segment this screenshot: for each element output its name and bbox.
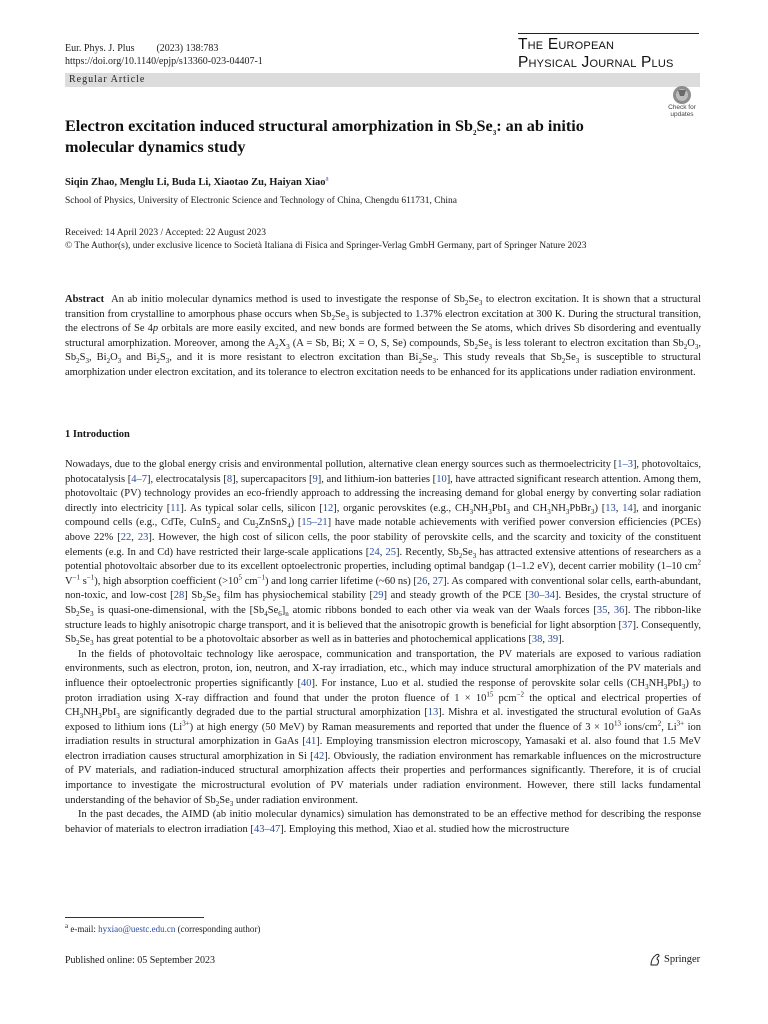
- paper-title: Electron excitation induced structural amorphization in $Sb_2Se_3$: an ab initio molecular dynamics study: [65, 117, 584, 156]
- publisher-name: Springer: [664, 954, 701, 965]
- journal-name-line2: Physical Journal Plus: [518, 54, 674, 71]
- corresponding-mark[interactable]: a: [325, 174, 329, 183]
- abstract: [65, 293, 701, 381]
- abstract-text: An ab initio molecular dynamics method is used to investigate the response of $Sb_2Se_3$ to electron excitation. It is shown that a structural transition from crystalline to amorphous phase occurs when $Sb_2Se_3$ is subjected to 1.37% electron excitation at 300 K. During the structural transition, the electrons of Se 4p orbitals are more easily excited, and new bonds are formed between the Se atoms, which drives Sb disordering and eventually structural amorphization. Moreover, among the $A_2X_3$ (A = Sb, Bi; X = O, S, Se) compounds, $Sb_2Se_3$ is less tolerant to electron excitation than $Sb_2O_3$, $Sb_2S_3$, $Bi_2O_3$ and $Bi_2S_3$, and it is more resistant to electron excitation than $Bi_2Se_3$. This study reveals that $Sb_2Se_3$ is susceptible to structural amorphization under electron excitation, and its tolerance to electron excitation needs to be enhanced for its applications under radiation environment.: [65, 294, 702, 378]
- journal-abbrev: Eur. Phys. J. Plus: [65, 43, 135, 54]
- email-link[interactable]: hyxiao@uestc.edu.cn: [98, 924, 176, 934]
- published-date: Published online: 05 September 2023: [65, 955, 215, 966]
- introduction-body: [65, 458, 701, 837]
- author-list: [65, 174, 329, 188]
- volume-info: (2023) 138:783: [156, 43, 219, 54]
- publisher-logo: [649, 953, 700, 966]
- received-accepted: Received: 14 April 2023 / Accepted: 22 August 2023: [65, 228, 267, 238]
- journal-name-line1: The European: [518, 36, 615, 53]
- journal-logo: [518, 33, 699, 72]
- check-updates-label: Check for updates: [668, 104, 696, 118]
- intro-paragraph: Nowadays, due to the global energy crisis and environmental pollution, alternative clean energy sources such as thermoelectricity [1–3], photovoltaics, photocatalysis [4–7], electrocatalysis [8], supercapacitors [9], and lithium-ion batteries [10], have attracted significant research attention. Among them, photovoltaic (PV) technology provides an eco-friendly approach to addressing the increasing demand for global energy by converting solar radiation directly into electricity [11]. As typical solar cells, silicon [12], organic perovskites (e.g., $CH_3NH_3PbI_3$ and $CH_3NH_3PbBr_3$) [13, 14], and inorganic compound cells (e.g., CdTe, CuInS$_2$ and $Cu_2ZnSnS_4$) [15–21] have made notable achievements with verified power conversion efficiencies (PCEs) above 22% [22, 23]. However, the high cost of silicon cells, the poor stability of perovskite cells, and the scarcity and toxicity of the constituent elements (e.g. In and Cd) have restricted their large-scale applications [24, 25]. Recently, $Sb_2Se_3$ has attracted extensive attentions of researchers as a potential photovoltaic absorber due to its excellent optoelectronic properties, including optimal bandgap (1–1.2 eV), decent carrier mobility (1–10 $cm^2$ $V^{-1}$ $s^{-1}$), high absorption coefficient ($>10^5$ $cm^{-1}$) and long carrier lifetime (~60 ns) [26, 27]. As compared with conventional solar cells, earth-abundant, non-toxic, and low-cost [28] $Sb_2Se_3$ film has physiochemical stability [29] and steady growth of the PCE [30–34]. Besides, the crystal structure of $Sb_2Se_3$ is quasi-one-dimensional, with the $[Sb_4Se_6]_n$ atomic ribbons bonded to each other via weak van der Waals forces [35, 36]. The ribbon-like structure leads to highly anisotropic charge transport, and it is believed that the anisotropic growth is beneficial for light absorption [37]. Consequently, $Sb_2Se_3$ has great potential to be a photovoltaic absorber as well as in batteries and photochemical applications [38, 39].: [65, 459, 702, 648]
- springer-horse-icon: [649, 953, 661, 966]
- intro-paragraph: In the fields of photovoltaic technology like aerospace, communication and transportation, the PV materials are exposed to various radiation environments, such as electron, proton, ion, neutron, and X-ray irradiation, etc., which may induce structural amorphization of the PV materials and influence their optoelectronic properties significantly [40]. For instance, Luo et al. studied the response of perovskite solar cells $(CH_3NH_3PbI_3)$ to proton irradiation using X-ray diffraction and found that under the proton fluence of $1 \times 10^{15}$ pcm$^{-2}$ the optical and electrical properties of $CH_3NH_3PbI_3$ are significantly degraded due to the partial structural amorphization [13]. Mishra et al. investigated the structural evolution of GaAs exposed to lithium ions $(Li^{3+})$ at high energy (50 MeV) by Raman measurements and reported that under the fluence of $3 \times 10^{13}$ ions/$cm^2$, $Li^{3+}$ ion irradiation results in structural amorphization in GaAs [41]. Employing transmission electron microscopy, Yamasaki et al. also found that 1.5 MeV electron irradiation causes structural amorphization in Si [42]. Obviously, the radiation environment has remarkable influences on the microstructure of PV materials, and radiation-induced structural amorphization affects their properties and performances significantly. Therefore, it is of crucial importance to investigate the microstructural evolution of PV materials under radiation environment. However, there still lacks fundamental understanding of the behavior of $Sb_2Se_3$ under radiation environment.: [65, 648, 702, 808]
- affiliation: School of Physics, University of Electronic Science and Technology of China, Chengdu 611731, China: [65, 196, 457, 206]
- doi-link[interactable]: https://doi.org/10.1140/epjp/s13360-023-04407-1: [65, 56, 263, 67]
- article-type-bar: Regular Article: [65, 73, 700, 87]
- article-meta: [65, 42, 263, 68]
- author-names: Siqin Zhao, Menglu Li, Buda Li, Xiaotao Zu, Haiyan Xiao: [65, 177, 326, 188]
- footnote: $^a$ e-mail: hyxiao@uestc.edu.cn (corresponding author): [65, 922, 261, 934]
- section-heading-introduction: 1 Introduction: [65, 429, 130, 440]
- article-dates: [65, 227, 586, 253]
- copyright-notice: © The Author(s), under exclusive licence to Società Italiana di Fisica and Springer-Verlag GmbH Germany, part of Springer Nature 2023: [65, 241, 587, 251]
- footnote-rule: [65, 917, 204, 918]
- intro-paragraph: In the past decades, the AIMD (ab initio molecular dynamics) simulation has demonstrated to be an effective method for describing the response behavior of materials to electron irradiation [43–47]. Employing this method, Xiao et al. studied how the microstructure: [65, 809, 701, 835]
- check-for-updates-badge[interactable]: [663, 85, 701, 123]
- abstract-label: Abstract: [65, 294, 105, 305]
